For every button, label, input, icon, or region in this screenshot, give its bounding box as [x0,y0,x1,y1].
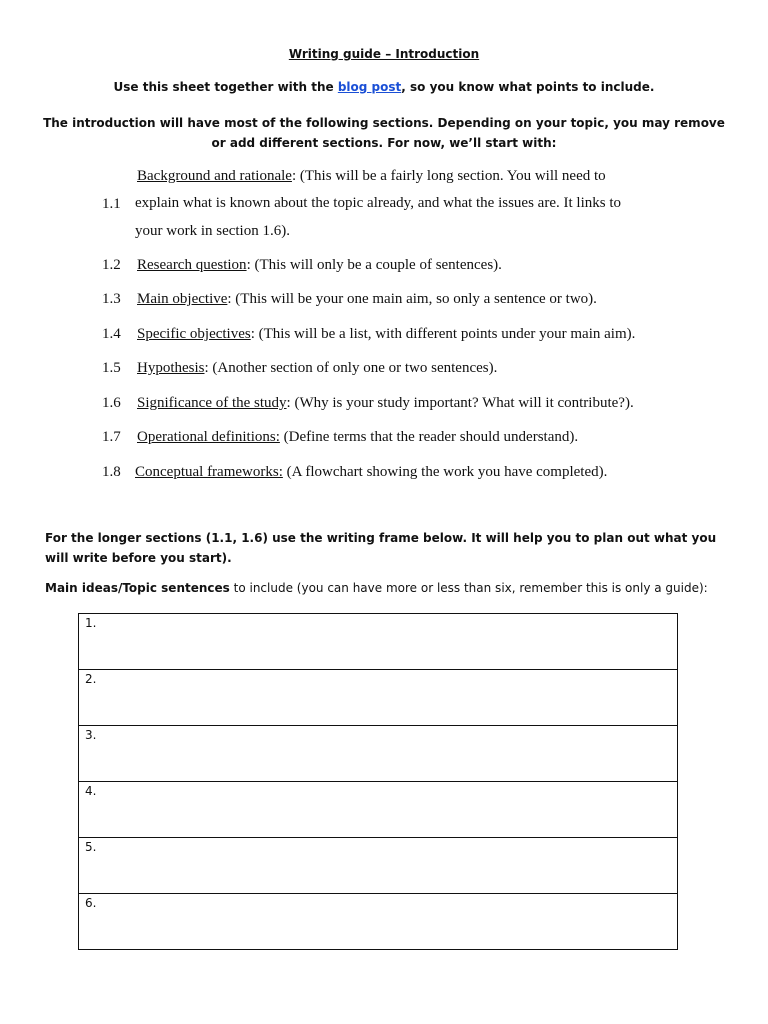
table-row [79,894,678,950]
section-number: 1.8 [102,464,121,480]
section-1-1-number: 1.1 [102,196,121,212]
section-number: 1.2 [102,257,121,273]
main-ideas-text: to include (you can have more or less than six, remember this is only a guide): [229,581,708,595]
section-description: : (Why is your study important? What will it contribute?). [286,395,634,411]
table-row [79,838,678,894]
section-term: Hypothesis [137,360,205,376]
table-row [79,670,678,726]
table-row [79,782,678,838]
writing-frame-cell[interactable]: 3. [79,726,678,782]
section-description: : (This will be a list, with different points under your main aim). [250,326,636,342]
main-ideas-label: Main ideas/Topic sentences [45,581,230,595]
section-item [102,429,578,446]
section-description: (A flowchart showing the work you have completed). [282,464,608,480]
blog-post-link[interactable]: blog post [337,80,402,94]
section-term: Research question [137,257,247,273]
section-term: Significance of the study [137,395,287,411]
section-1-1-term: Background and rationale [137,168,292,184]
section-item [102,464,607,481]
section-1-1-line-3: your work in section 1.6). [135,223,290,239]
section-term: Operational definitions: [137,429,280,445]
section-1-1-line-2: explain what is known about the topic already, and what the issues are. It links to [135,195,621,211]
section-description: : (This will only be a couple of sentences). [246,257,502,273]
section-description: : (This will be your one main aim, so only a sentence or two). [227,291,597,307]
writing-frame-cell[interactable]: 4. [79,782,678,838]
section-item [102,326,635,343]
page-title: Writing guide – Introduction [288,47,480,61]
section-description: : (Another section of only one or two sentences). [204,360,498,376]
intro-line [0,80,768,94]
section-term: Main objective [137,291,228,307]
sections-intro: The introduction will have most of the following sections. Depending on your topic, you may remove or add different sections. For now, we’ll start with: [43,116,725,150]
section-1-1-line-1: Background and rationale: (This will be a fairly long section. You will need to [137,168,606,184]
section-number: 1.4 [102,326,121,342]
main-ideas-prompt [45,581,708,595]
section-term: Conceptual frameworks: [135,464,283,480]
writing-frame-cell[interactable]: 2. [79,670,678,726]
table-row [79,726,678,782]
table-row [79,614,678,670]
writing-frame-table [78,613,678,950]
section-item [102,395,634,412]
section-item [102,360,497,377]
section-description: (Define terms that the reader should understand). [279,429,579,445]
section-item [102,257,502,274]
section-number: 1.3 [102,291,121,307]
section-number: 1.6 [102,395,121,411]
writing-frame-instructions: For the longer sections (1.1, 1.6) use the writing frame below. It will help you to plan out what you will write before you start). [45,531,717,565]
section-number: 1.5 [102,360,121,376]
writing-frame-cell[interactable]: 5. [79,838,678,894]
section-term: Specific objectives [137,326,251,342]
writing-frame-cell[interactable]: 6. [79,894,678,950]
intro-text-before: Use this sheet together with the [113,80,338,94]
intro-text-after: , so you know what points to include. [401,80,655,94]
section-item [102,291,597,308]
section-number: 1.7 [102,429,121,445]
writing-frame-cell[interactable]: 1. [79,614,678,670]
